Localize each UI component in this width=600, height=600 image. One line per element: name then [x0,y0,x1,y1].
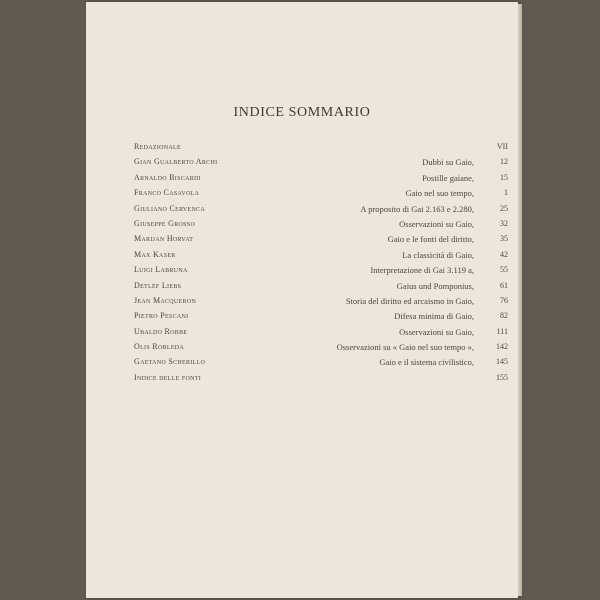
toc-page-number: 145 [496,357,508,367]
toc-author: Luigi Labruna [134,265,188,275]
toc-page-number: 76 [500,295,508,305]
toc-entry [134,357,508,372]
toc-entry [134,142,508,157]
toc-page-number: 142 [496,342,508,352]
toc-page-number: 15 [500,172,508,182]
toc-entry [134,234,508,249]
toc-entry [134,311,508,326]
toc-page-number: 32 [500,218,508,228]
toc-page-number: 82 [500,311,508,321]
toc-author: Olis Robleda [134,342,185,352]
toc-page-number: 42 [500,249,508,259]
toc-title: Postille gaiane, [422,172,474,183]
toc-author: Jean Macqueron [134,295,197,305]
toc-page-number: 61 [500,280,508,290]
toc-title: Osservazioni su « Gaio nel suo tempo », [336,342,474,353]
toc-title: Gaio e le fonti del diritto, [387,234,474,245]
toc-author: Indice delle fonti [134,372,202,382]
toc-title: Osservazioni su Gaio, [399,218,474,229]
toc-page-number: 25 [500,203,508,213]
toc-author: Redazionale [134,142,181,151]
toc-title: Difesa minima di Gaio, [394,311,474,322]
toc-author: Max Kaser [134,249,176,259]
toc-title: Osservazioni su Gaio, [399,326,474,337]
book-page [86,2,518,598]
toc-entry [134,188,508,203]
toc-title: Gaio nel suo tempo, [405,188,474,199]
page-title: INDICE SOMMARIO [233,105,371,120]
toc-entry [134,157,508,172]
toc-page-number: 12 [500,157,508,167]
toc-page-number: 35 [500,234,508,244]
toc-author: Pietro Pescani [134,311,189,321]
toc-title: La classicità di Gaio, [402,249,474,260]
toc-author: Giuseppe Grosso [134,218,196,228]
toc-entry [134,281,508,296]
toc-author: Detlef Liebs [134,280,182,290]
toc-page-number: 111 [496,326,508,336]
toc-entry [134,327,508,342]
toc-entry [134,173,508,188]
toc-author: Giuliano Cervenca [134,203,206,213]
toc-entry [134,204,508,219]
toc-entry [134,265,508,280]
toc-title: Storia del diritto ed arcaismo in Gaio, [345,295,474,306]
toc-entry [134,296,508,311]
toc-author: Gian Gualberto Archi [134,157,218,167]
toc-title: A proposito di Gai 2.163 e 2.280, [360,203,474,214]
toc-author: Ubaldo Robbe [134,326,188,336]
toc-entry [134,342,508,357]
toc-author: Franco Casavola [134,188,200,198]
toc-author: Gaetano Scherillo [134,357,206,367]
toc-title: Gaio e il sistema civilistico, [379,357,474,368]
toc-author: Marijan Horvat [134,234,194,244]
toc-title: Dubbi su Gaio, [422,157,474,168]
toc-title: Interpretazione di Gai 3.119 a, [370,265,474,276]
toc-title: Gaius und Pomponius, [396,280,474,291]
toc-page-number: VII [496,142,508,151]
toc-entry [134,250,508,265]
toc-page-number: 155 [496,372,508,382]
toc-author: Arnaldo Biscardi [134,172,201,182]
toc-page-number: 1 [504,188,508,198]
page-edge [518,4,522,596]
toc-entry [134,373,508,388]
toc-page-number: 55 [500,265,508,275]
table-of-contents [134,142,508,388]
toc-entry [134,219,508,234]
